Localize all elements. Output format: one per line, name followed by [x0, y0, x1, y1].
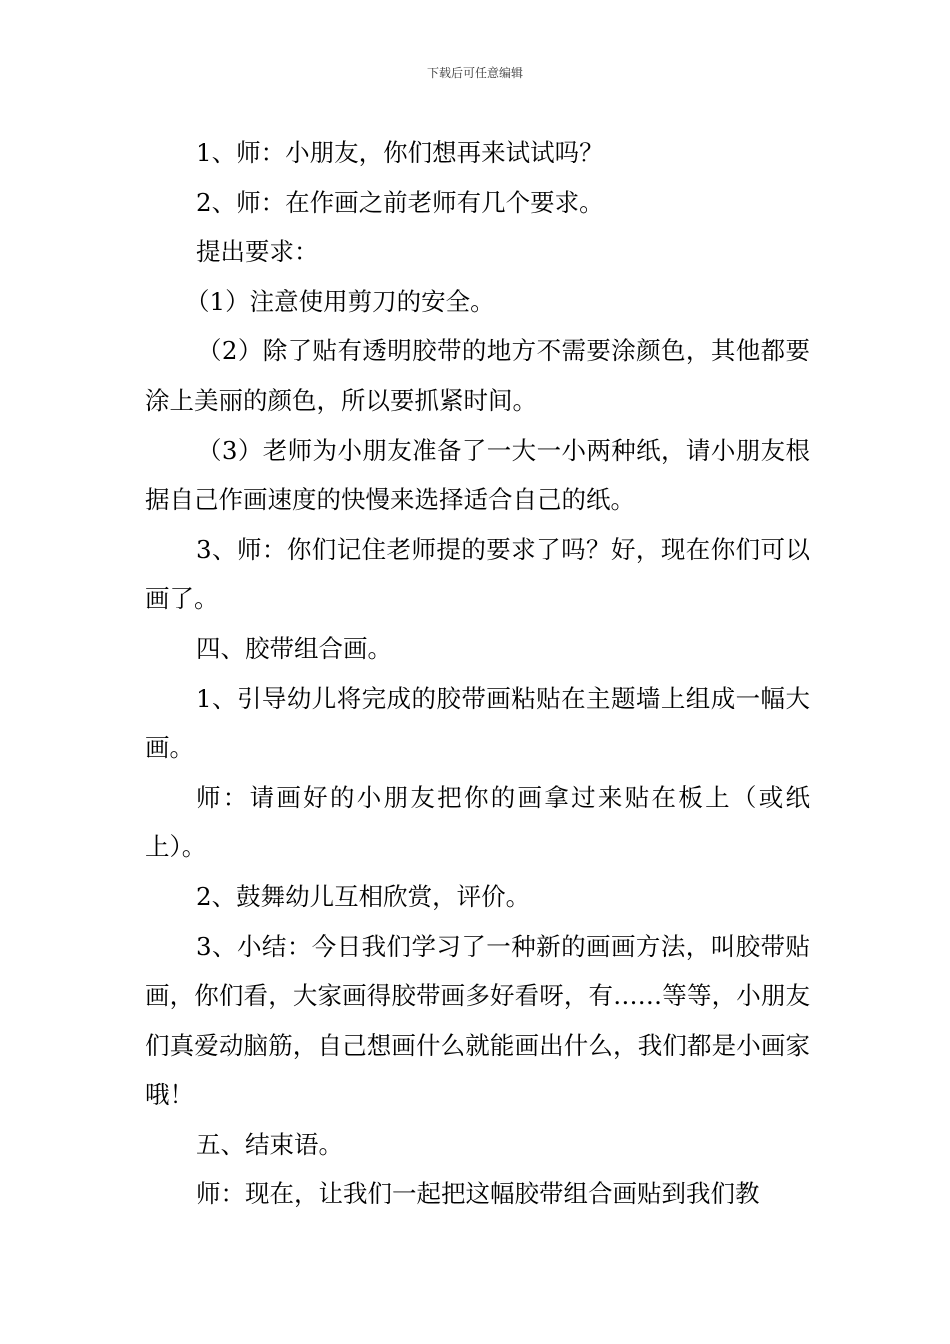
paragraph: （2）除了贴有透明胶带的地方不需要涂颜色，其他都要涂上美丽的颜色，所以要抓紧时间。	[145, 336, 810, 415]
section-heading: 五、结束语。	[196, 1129, 343, 1159]
section-heading: 四、胶带组合画。	[196, 633, 392, 663]
paragraph: 师：请画好的小朋友把你的画拿过来贴在板上（或纸上）。	[145, 782, 810, 862]
page-header: 下载后可任意编辑	[426, 66, 523, 80]
paragraph: （1）注意使用剪刀的安全。	[185, 286, 495, 316]
paragraph: 3、小结：今日我们学习了一种新的画画方法，叫胶带贴画，你们看，大家画得胶带画多好看呀，有……等等，小朋友们真爱动脑筋，自己想画什么就能画出什么，我们都是小画家哦！	[145, 931, 810, 1110]
paragraph: （3）老师为小朋友准备了一大一小两种纸，请小朋友根据自己作画速度的快慢来选择适合自己的纸。	[145, 435, 810, 515]
paragraph: 2、师：在作画之前老师有几个要求。	[196, 187, 604, 217]
paragraph: 师：现在，让我们一起把这幅胶带组合画贴到我们教	[196, 1179, 760, 1209]
paragraph: 2、鼓舞幼儿互相欣赏，评价。	[196, 881, 531, 911]
document-body	[145, 128, 810, 1219]
paragraph: 1、引导幼儿将完成的胶带画粘贴在主题墙上组成一幅大画。	[145, 683, 810, 763]
paragraph: 提出要求：	[196, 237, 319, 267]
paragraph: 1、师：小朋友，你们想再来试试吗？	[196, 138, 604, 167]
paragraph: 3、师：你们记住老师提的要求了吗？好，现在你们可以画了。	[145, 534, 810, 614]
